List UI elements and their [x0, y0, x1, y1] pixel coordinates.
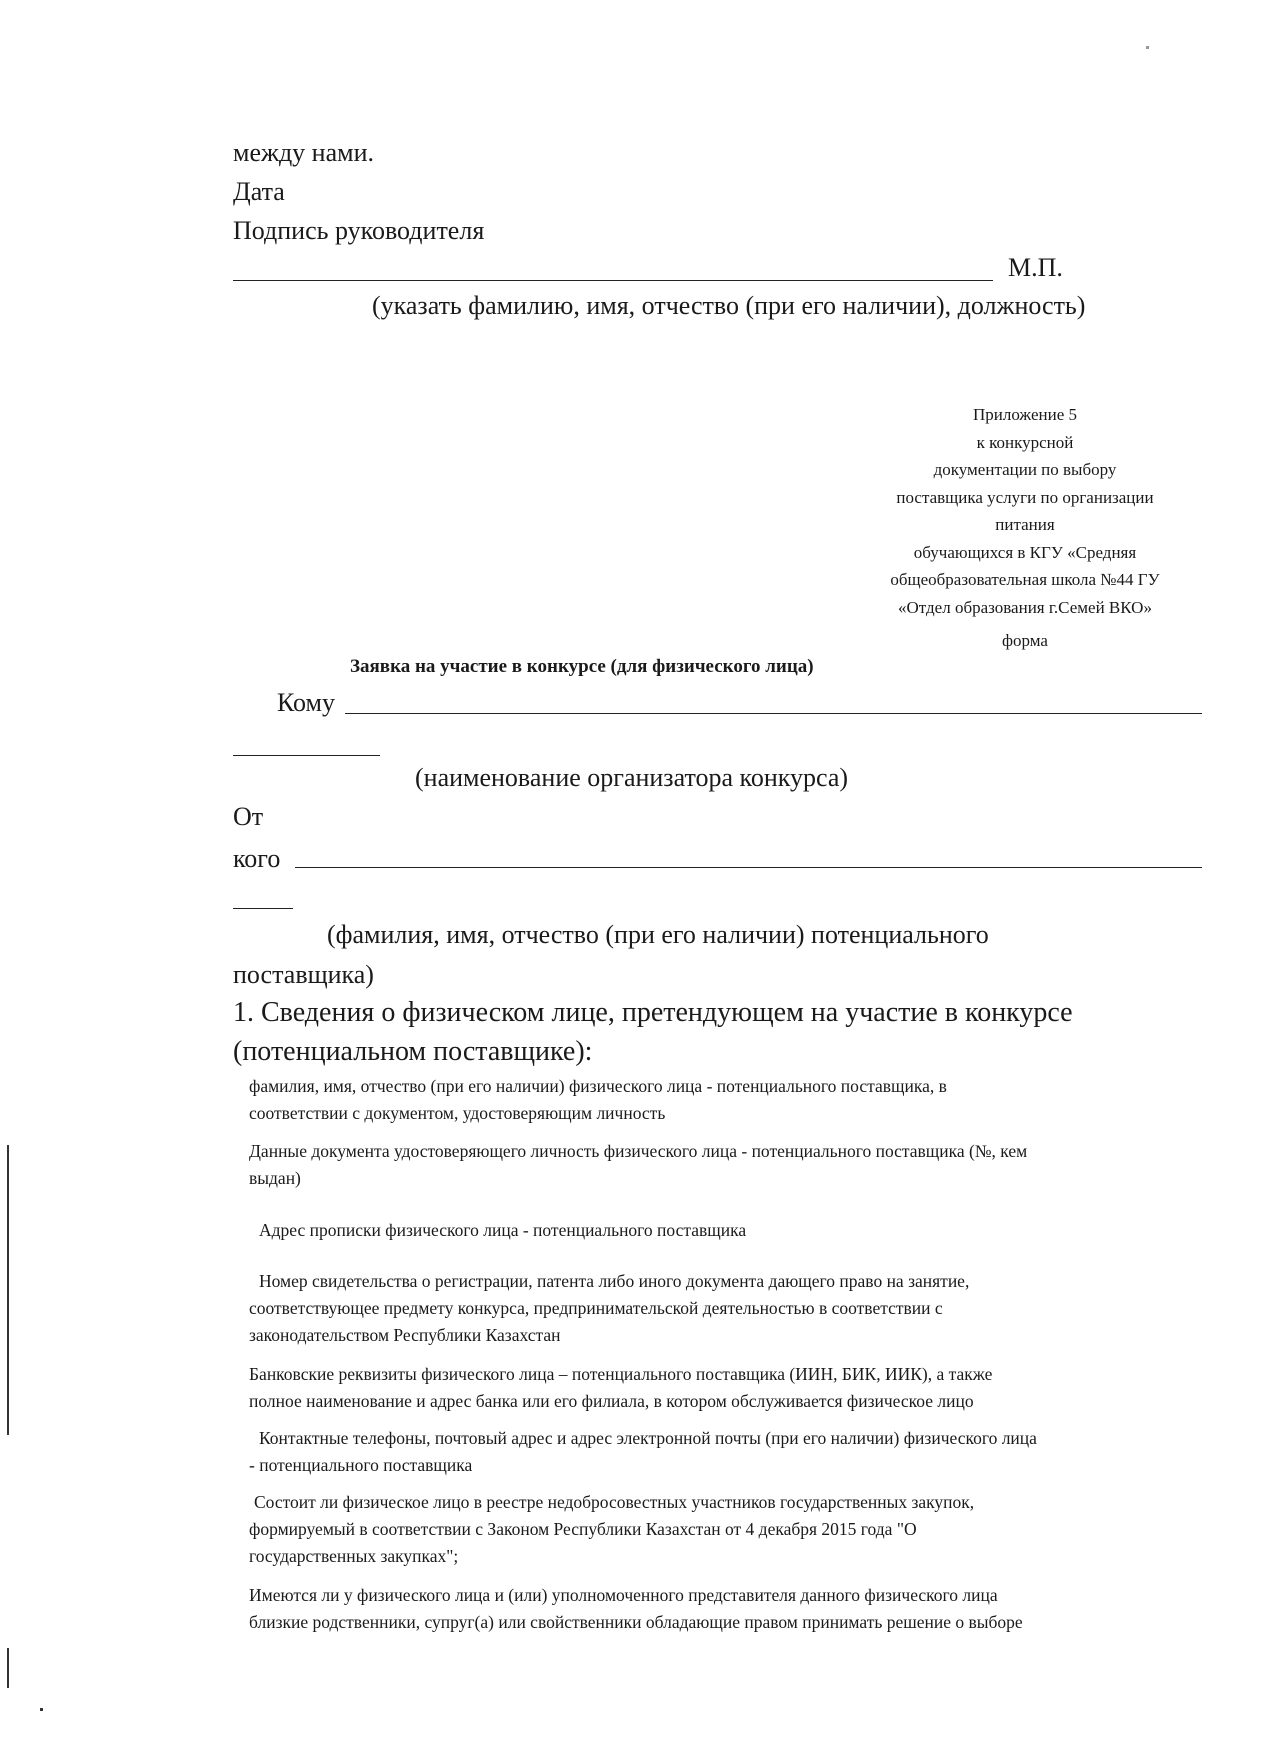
to-line-continuation	[233, 755, 380, 756]
appendix-line: к конкурсной	[976, 432, 1074, 452]
appendix-line: обучающихся в КГУ «Средняя	[913, 542, 1137, 562]
item-line: законодательством Республики Казахстан	[249, 1325, 561, 1345]
item-line: Имеются ли у физического лица и (или) уполномоченного представителя данного физического лица	[249, 1585, 998, 1605]
section1-heading-1: 1. Сведения о физическом лице, претендующем на участие в конкурсе	[233, 997, 1073, 1028]
item-line: соответствующее предмету конкурса, предпринимательской деятельностью в соответствии с	[249, 1298, 943, 1318]
item-line: Состоит ли физическое лицо в реестре недобросовестных участников государственных закупок,	[254, 1492, 975, 1512]
item-line: - потенциального поставщика	[249, 1455, 473, 1475]
appendix-line: «Отдел образования г.Семей ВКО»	[898, 597, 1152, 617]
item-line: государственных закупках";	[249, 1546, 459, 1566]
scan-dot	[1146, 46, 1149, 49]
appendix-block	[840, 401, 1210, 655]
item-line: Банковские реквизиты физического лица – потенциального поставщика (ИИН, БИК, ИИК), а также	[249, 1364, 993, 1384]
item-line: Адрес прописки физического лица - потенциального поставщика	[259, 1220, 747, 1240]
form-label: форма	[1002, 631, 1048, 650]
organizer-caption: (наименование организатора конкурса)	[415, 763, 849, 792]
item-line: Данные документа удостоверяющего личность физического лица - потенциального поставщика (№, кем	[249, 1141, 1028, 1161]
appendix-line: общеобразовательная школа №44 ГУ	[890, 570, 1160, 589]
date-label: Дата	[233, 177, 285, 206]
item-line: фамилия, имя, отчество (при его наличии) физического лица - потенциального поставщика, в	[249, 1076, 947, 1096]
item-line: соответствии с документом, удостоверяющим личность	[249, 1103, 666, 1123]
item-line: формируемый в соответствии с Законом Республики Казахстан от 4 декабря 2015 года "О	[249, 1519, 917, 1539]
scan-dot	[40, 1708, 43, 1711]
from-label-1: От	[233, 802, 264, 831]
signature-line	[233, 280, 993, 281]
item-line: Контактные телефоны, почтовый адрес и адрес электронной почты (при его наличии) физического лица	[259, 1428, 1037, 1448]
scan-edge-mark	[7, 1145, 9, 1435]
application-title: Заявка на участие в конкурсе (для физического лица)	[350, 656, 814, 677]
signature-caption: (указать фамилию, имя, отчество (при его наличии), должность)	[372, 291, 1086, 320]
stamp-mark-label: М.П.	[1008, 253, 1063, 282]
item-line: близкие родственники, супруг(а) или свойственники обладающие правом принимать решение о выборе	[249, 1612, 1023, 1632]
item-line: Номер свидетельства о регистрации, патента либо иного документа дающего право на занятие,	[259, 1271, 970, 1291]
supplier-caption-1: (фамилия, имя, отчество (при его наличии) потенциального	[327, 920, 989, 949]
appendix-line: Приложение 5	[973, 405, 1077, 424]
to-line	[345, 713, 1202, 714]
from-line	[295, 867, 1202, 868]
appendix-line: поставщика услуги по организации	[896, 487, 1154, 507]
to-label: Кому	[277, 688, 336, 717]
head-signature-label: Подпись руководителя	[233, 216, 485, 245]
supplier-caption-2: поставщика)	[233, 960, 374, 989]
item-line: полное наименование и адрес банка или его филиала, в котором обслуживается физическое лицо	[249, 1391, 974, 1411]
appendix-line: документации по выбору	[933, 460, 1117, 479]
section1-heading-2: (потенциальном поставщике):	[233, 1036, 593, 1067]
appendix-line: питания	[995, 515, 1055, 534]
from-label-2: кого	[233, 844, 281, 873]
from-line-continuation	[233, 908, 293, 909]
item-line: выдан)	[249, 1168, 301, 1188]
text-between-us: между нами.	[233, 138, 375, 167]
scan-edge-mark	[7, 1648, 9, 1688]
